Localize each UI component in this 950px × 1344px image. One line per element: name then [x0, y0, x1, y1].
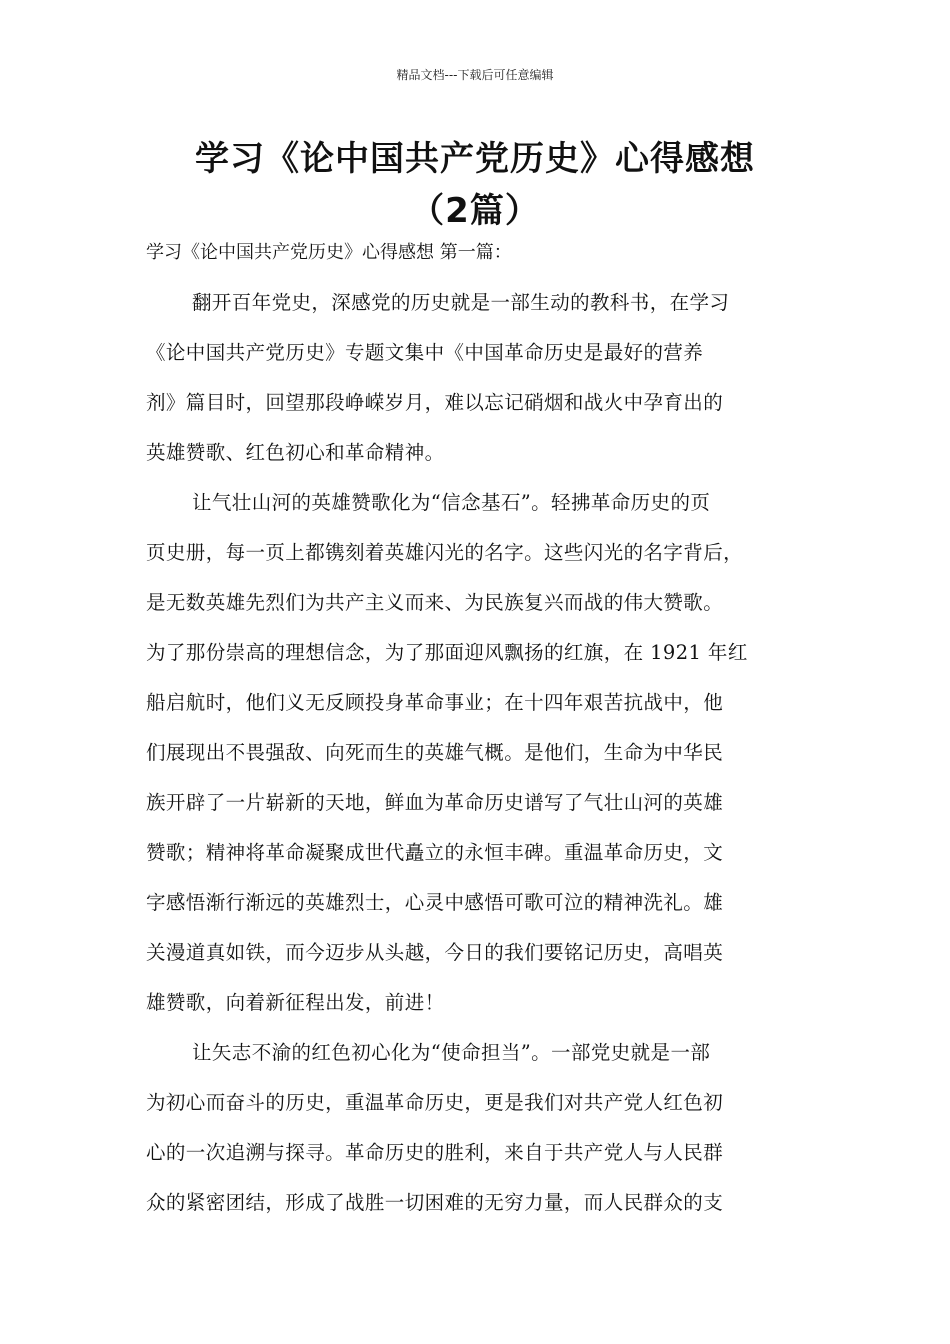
paragraph-2-line-4: 为了那份崇高的理想信念，为了那面迎风飘扬的红旗，在 1921 年红: [146, 641, 748, 664]
paragraph-2-line-3: 是无数英雄先烈们为共产主义而来、为民族复兴而战的伟大赞歌。: [146, 591, 724, 614]
paragraph-2-line-1: 让气壮山河的英雄赞歌化为“信念基石”。轻拂革命历史的页: [192, 491, 711, 514]
section-subheading: 学习《论中国共产党历史》心得感想 第一篇：: [146, 242, 512, 263]
paragraph-2-line-10: 关漫道真如铁，而今迈步从头越，今日的我们要铭记历史，高唱英: [146, 941, 724, 964]
paragraph-2-line-9: 字感悟渐行渐远的英雄烈士，心灵中感悟可歌可泣的精神洗礼。雄: [146, 891, 724, 914]
paragraph-2-line-2: 页史册，每一页上都镌刻着英雄闪光的名字。这些闪光的名字背后，: [146, 541, 744, 564]
paragraph-2-line-7: 族开辟了一片崭新的天地，鲜血为革命历史谱写了气壮山河的英雄: [146, 791, 724, 814]
paragraph-3-line-3: 心的一次追溯与探寻。革命历史的胜利，来自于共产党人与人民群: [146, 1141, 724, 1164]
paragraph-2-line-5: 船启航时，他们义无反顾投身革命事业；在十四年艰苦抗战中，他: [146, 691, 724, 714]
paragraph-1-line-4: 英雄赞歌、红色初心和革命精神。: [146, 441, 445, 464]
document-title-line-2: （2篇）: [410, 191, 540, 231]
paragraph-2-line-6: 们展现出不畏强敌、向死而生的英雄气概。是他们，生命为中华民: [146, 741, 724, 764]
paragraph-3-line-4: 众的紧密团结，形成了战胜一切困难的无穷力量，而人民群众的支: [146, 1191, 724, 1214]
paragraph-1-line-1: 翻开百年党史，深感党的历史就是一部生动的教科书，在学习: [192, 291, 730, 314]
paragraph-1-line-3: 剂》篇目时，回望那段峥嵘岁月，难以忘记硝烟和战火中孕育出的: [146, 391, 724, 414]
document-title-line-1: 学习《论中国共产党历史》心得感想: [195, 139, 755, 179]
paragraph-3-line-1: 让矢志不渝的红色初心化为“使命担当”。一部党史就是一部: [192, 1041, 711, 1064]
paragraph-2-line-8: 赞歌；精神将革命凝聚成世代矗立的永恒丰碑。重温革命历史，文: [146, 841, 724, 864]
header-note: 精品文档---下载后可任意编辑: [396, 68, 554, 82]
paragraph-2-line-11: 雄赞歌，向着新征程出发，前进！: [146, 991, 445, 1014]
paragraph-1-line-2: 《论中国共产党历史》专题文集中《中国革命历史是最好的营养: [146, 341, 704, 364]
paragraph-3-line-2: 为初心而奋斗的历史，重温革命历史，更是我们对共产党人红色初: [146, 1091, 724, 1114]
